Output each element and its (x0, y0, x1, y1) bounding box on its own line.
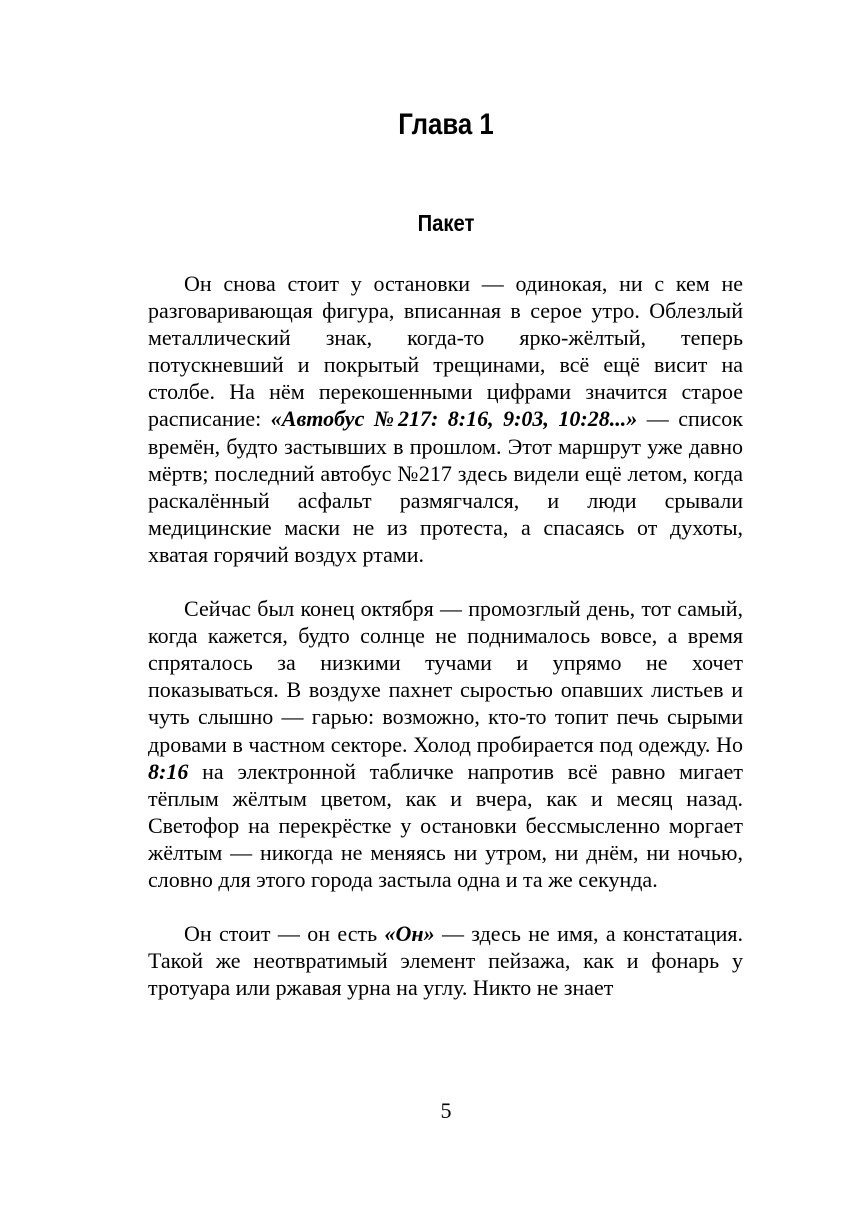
time-emphasis: 8:16 (148, 758, 189, 784)
page-number: 5 (440, 1098, 452, 1123)
body-text (148, 270, 743, 1028)
paragraph-text: — здесь не имя, а констатация. Такой же неотвратимый элемент пейзажа, как и фонарь у тротуара или ржавая урна на углу. Никто не знает (148, 921, 743, 1001)
paragraph-3 (148, 920, 743, 1001)
section-title: Пакет (417, 210, 475, 236)
paragraph-text: — список времён, будто застывших в прошлом. Этот маршрут уже давно мёртв; последний автобус №217 здесь видели ещё летом, когда раскалённый асфальт размягчался, и люди срывали медицинские маски не из протеста, а спасаясь от духоты, хватая горячий воздух ртами. (148, 406, 743, 567)
paragraph-text: на электронной табличке напротив всё равно мигает тёплым жёлтым цветом, как и вчера, как и месяц назад. Светофор на перекрёстке у остановки бессмысленно моргает жёлтым — никогда не меняясь ни утром, ни днём, ни ночью, словно для этого города застыла одна и та же секунда. (148, 758, 743, 892)
schedule-emphasis: «Автобус №217: 8:16, 9:03, 10:28...» (270, 406, 638, 432)
paragraph-text: Он снова стоит у остановки — одинокая, ни с кем не разговаривающая фигура, вписанная в серое утро. Облезлый металлический знак, когда-то ярко-жёлтый, теперь потускневший и покрытый трещинами, всё ещё висит на столбе. На нём перекошенными цифрами значится старое расписание: (148, 271, 743, 432)
paragraph-2 (148, 595, 743, 893)
paragraph-text: Он стоит — он есть (184, 921, 385, 947)
name-emphasis: «Он» (384, 921, 435, 947)
paragraph-1 (148, 270, 743, 568)
paragraph-text: Сейчас был конец октября — промозглый день, тот самый, когда кажется, будто солнце не поднималось вовсе, а время спряталось за низкими тучами и упрямо не хочет показываться. В воздухе пахнет сыростью опавших листьев и чуть слышно — гарью: возможно, кто-то топит печь сырыми дровами в частном секторе. Холод пробирается под одежду. Но (148, 596, 743, 757)
chapter-title: Глава 1 (398, 108, 494, 141)
